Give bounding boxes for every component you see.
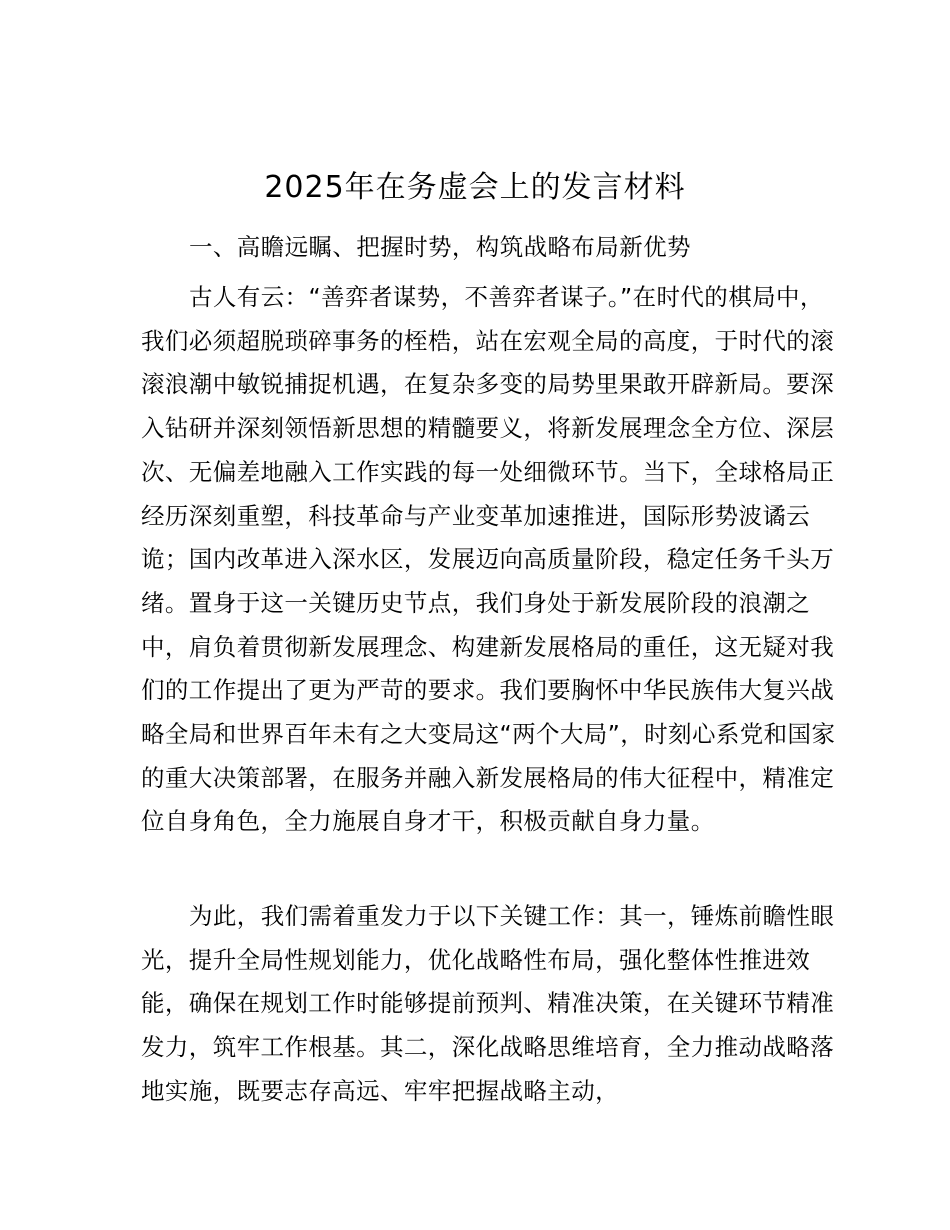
body-paragraph: 古人有云：“善弈者谋势，不善弈者谋子。”在时代的棋局中，我们必须超脱琐碎事务的桎梏，站在宏观全局的高度，于时代的滚滚浪潮中敏锐捕捉机遇，在复杂多变的局势里果敢开辟新局。要深入钻研并深刻领悟新思想的精髓要义，将新发展理念全方位、深层次、无偏差地融入工作实践的每一处细微环节。当下，全球格局正经历深刻重塑，科技革命与产业变革加速推进，国际形势波谲云诡；国内改革进入深水区，发展迈向高质量阶段，稳定任务千头万绪。置身于这一关键历史节点，我们身处于新发展阶段的浪潮之中，肩负着贯彻新发展理念、构建新发展格局的重任，这无疑对我们的工作提出了更为严苛的要求。我们要胸怀中华民族伟大复兴战略全局和世界百年未有之大变局这“两个大局”，时刻心系党和国家的重大决策部署，在服务并融入新发展格局的伟大征程中，精准定位自身角色，全力施展自身才干，积极贡献自身力量。 bbox=[141, 283, 836, 836]
document-title: 2025年在务虚会上的发言材料 bbox=[264, 170, 686, 205]
section-heading: 一、高瞻远瞩、把握时势，构筑战略布局新优势 bbox=[189, 233, 691, 261]
body-paragraph: 为此，我们需着重发力于以下关键工作：其一，锤炼前瞻性眼光，提升全局性规划能力，优化战略性布局，强化整体性推进效能，确保在规划工作时能够提前预判、精准决策，在关键环节精准发力，筑牢工作根基。其二，深化战略思维培育，全力推动战略落地实施，既要志存高远、牢牢把握战略主动， bbox=[141, 902, 835, 1105]
